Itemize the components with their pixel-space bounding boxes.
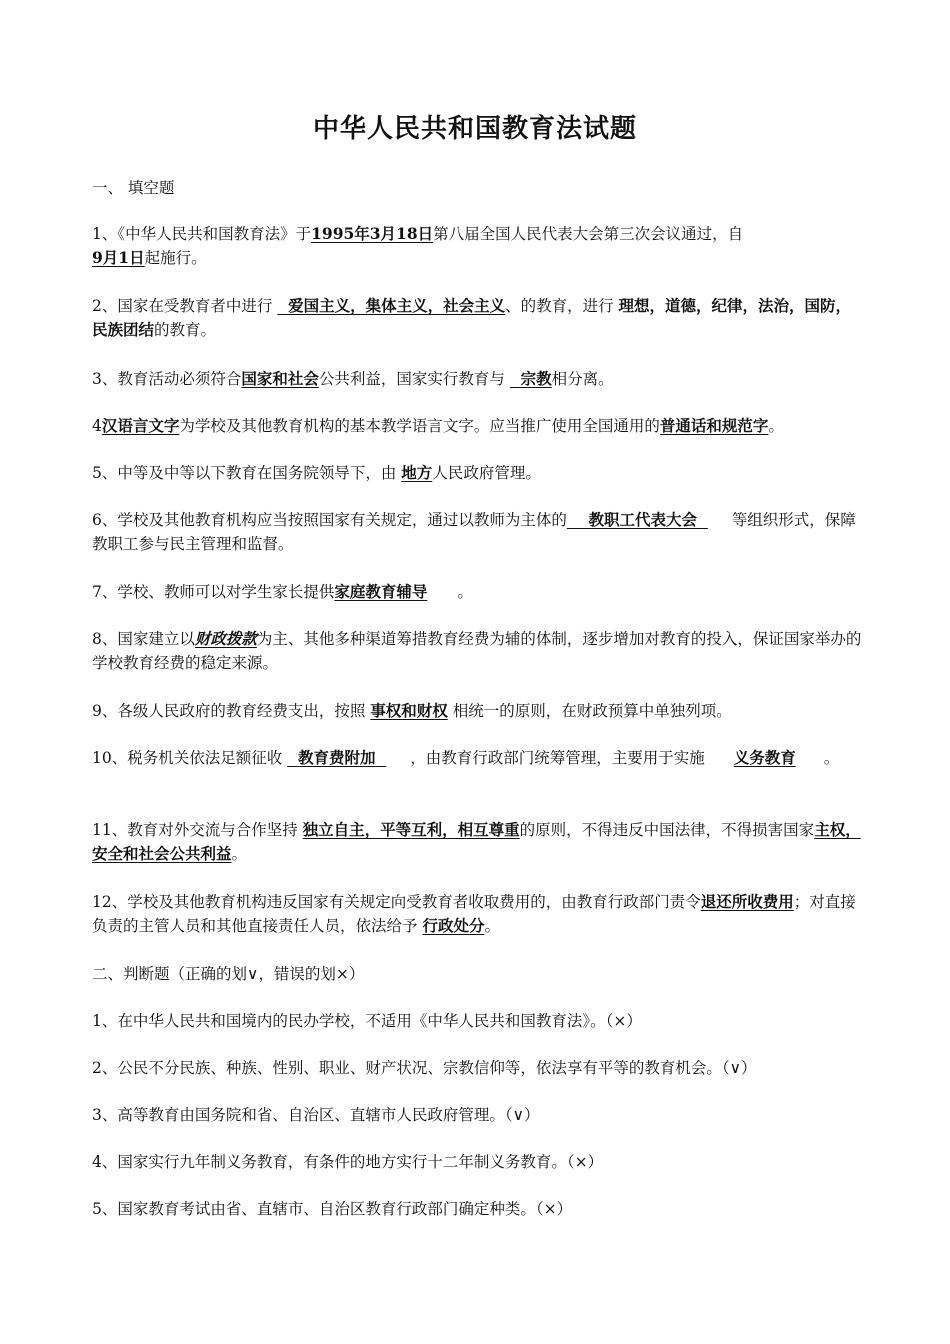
question-judge-5: 5、国家教育考试由省、直辖市、自治区教育行政部门确定种类。（×） <box>92 1200 573 1218</box>
question-judge-4: 4、国家实行九年制义务教育，有条件的地方实行十二年制义务教育。（×） <box>92 1153 604 1171</box>
question-fill-9: 9、各级人民政府的教育经费支出，按照 事权和财权 相统一的原则，在财政预算中单独列项。 <box>92 701 732 720</box>
question-fill-2: 2、国家在受教育者中进行 爱国主义，集体主义，社会主义、的教育，进行 理想，道德，纪律，法治，国防，民族团结的教育。 <box>92 296 852 339</box>
question-fill-10: 10、税务机关依法足额征收 教育费附加 ，由教育行政部门统筹管理，主要用于实施 义务教育 。 <box>92 748 840 767</box>
section-true-false-heading: 二、判断题（正确的划∨，错误的划×） <box>92 965 365 983</box>
question-fill-6: 6、学校及其他教育机构应当按照国家有关规定，通过以教师为主体的 教职工代表大会 等组织形式，保障教职工参与民主管理和监督。 <box>92 510 856 553</box>
question-fill-5: 5、中等及中等以下教育在国务院领导下，由 地方人民政府管理。 <box>92 463 541 482</box>
question-judge-1: 1、在中华人民共和国境内的民办学校，不适用《中华人民共和国教育法》。（×） <box>92 1012 642 1030</box>
question-fill-7: 7、学校、教师可以对学生家长提供家庭教育辅导 。 <box>92 582 473 601</box>
question-fill-3: 3、教育活动必须符合国家和社会公共利益，国家实行教育与 宗教相分离。 <box>92 369 614 388</box>
question-fill-12: 12、学校及其他教育机构违反国家有关规定向受教育者收取费用的，由教育行政部门责令退还所收费用；对直接负责的主管人员和其他直接责任人员，依法给予 行政处分。 <box>92 892 856 935</box>
section-fill-in-heading: 一、 填空题 <box>92 179 175 197</box>
question-fill-1: 1、《中华人民共和国教育法》于1995年3月18日第八届全国人民代表大会第三次会议通过，自 9月1日起施行。 <box>92 224 744 267</box>
question-fill-8: 8、国家建立以财政拨款为主、其他多种渠道筹措教育经费为辅的体制，逐步增加对教育的投入，保证国家举办的学校教育经费的稳定来源。 <box>92 629 862 672</box>
question-judge-3: 3、高等教育由国务院和省、自治区、直辖市人民政府管理。（∨） <box>92 1106 540 1124</box>
question-judge-2: 2、公民不分民族、种族、性别、职业、财产状况、宗教信仰等，依法享有平等的教育机会。（∨） <box>92 1059 757 1077</box>
page-title: 中华人民共和国教育法试题 <box>312 114 637 144</box>
question-fill-4: 4汉语言文字为学校及其他教育机构的基本教学语言文字。应当推广使用全国通用的普通话和规范字。 <box>92 416 784 435</box>
question-fill-11: 11、教育对外交流与合作坚持 独立自主，平等互利，相互尊重的原则，不得违反中国法律，不得损害国家主权，安全和社会公共利益。 <box>92 820 861 863</box>
